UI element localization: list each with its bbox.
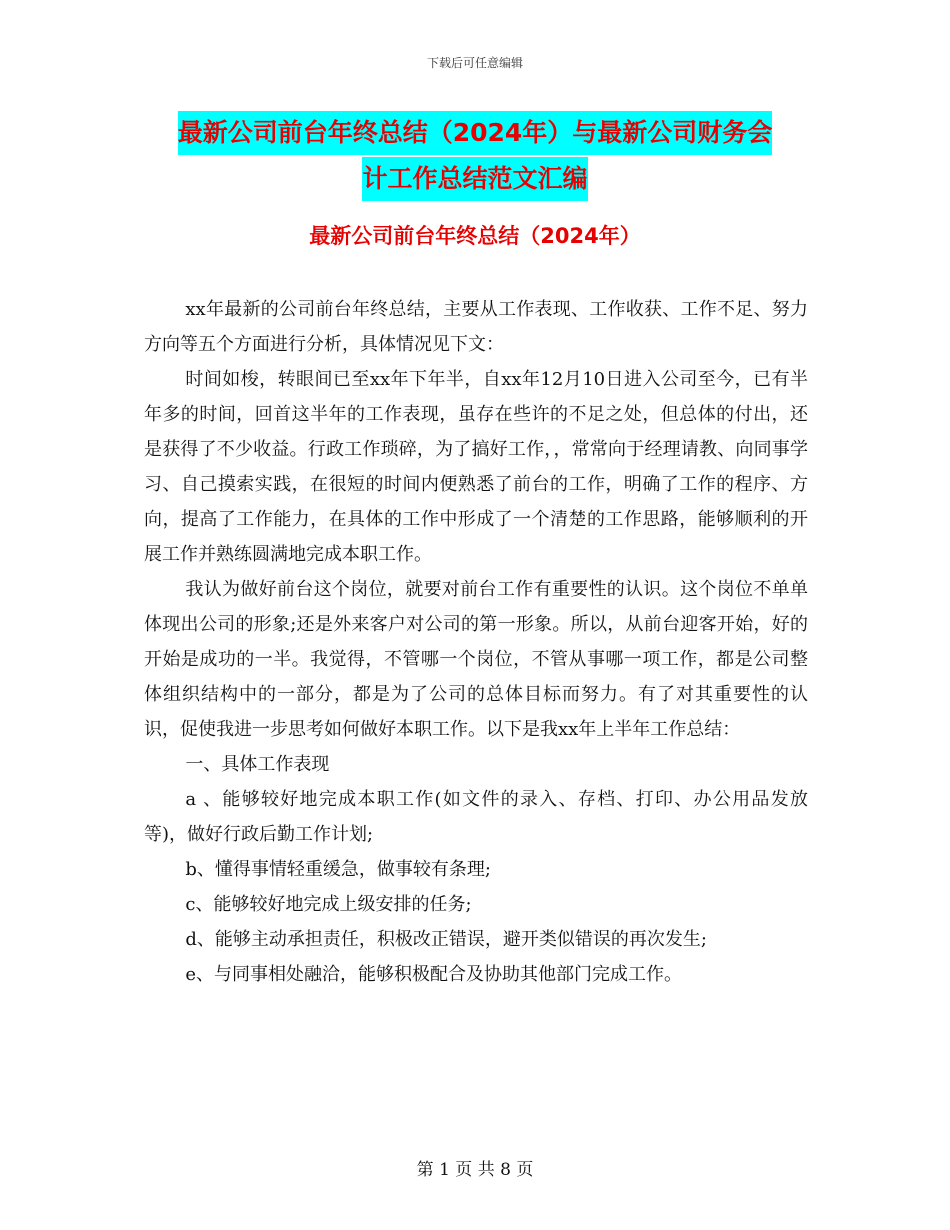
paragraph-importance: 我认为做好前台这个岗位，就要对前台工作有重要性的认识。这个岗位不单单体现出公司的形象;还是外来客户对公司的第一形象。所以，从前台迎客开始，好的开始是成功的一半。我觉得，不管哪一个岗位，不管从事哪一项工作，都是公司整体组织结构中的一部分，都是为了公司的总体目标而努力。有了对其重要性的认识，促使我进一步思考如何做好本职工作。以下是我xx年上半年工作总结： bbox=[144, 579, 808, 740]
paragraph-review: 时间如梭，转眼间已至xx年下年半，自xx年12月10日进入公司至今，已有半年多的时间，回首这半年的工作表现，虽存在些许的不足之处，但总体的付出，还是获得了不少收益。行政工作琐碎，为了搞好工作，，常常向于经理请教、向同事学习、自己摸索实践，在很短的时间内便熟悉了前台的工作，明确了工作的程序、方向，提高了工作能力，在具体的工作中形成了一个清楚的工作思路，能够顺利的开展工作并熟练圆满地完成本职工作。 bbox=[144, 369, 808, 565]
section-title: 最新公司前台年终总结（2024年） bbox=[309, 224, 641, 248]
document-body bbox=[144, 292, 808, 992]
page-footer: 第 1 页 共 8 页 bbox=[416, 1160, 534, 1180]
list-item-a: a 、能够较好地完成本职工作(如文件的录入、存档、打印、办公用品发放等)，做好行政后勤工作计划; bbox=[144, 789, 808, 845]
list-item-c: c、能够较好地完成上级安排的任务; bbox=[185, 894, 472, 915]
list-item-e: e、与同事相处融洽，能够积极配合及协助其他部门完成工作。 bbox=[185, 964, 683, 985]
document-title-line-1: 最新公司前台年终总结（2024年）与最新公司财务会 bbox=[178, 111, 773, 155]
list-item-b: b、懂得事情轻重缓急，做事较有条理; bbox=[185, 859, 491, 880]
list-item-d: d、能够主动承担责任，积极改正错误，避开类似错误的再次发生; bbox=[185, 929, 707, 950]
header-note: 下载后可任意编辑 bbox=[426, 56, 523, 70]
document-title-line-2: 计工作总结范文汇编 bbox=[362, 157, 587, 201]
document-title bbox=[0, 110, 950, 202]
heading-specific-performance: 一、具体工作表现 bbox=[185, 754, 330, 775]
paragraph-intro: xx年最新的公司前台年终总结，主要从工作表现、工作收获、工作不足、努力方向等五个方面进行分析，具体情况见下文： bbox=[144, 299, 808, 355]
